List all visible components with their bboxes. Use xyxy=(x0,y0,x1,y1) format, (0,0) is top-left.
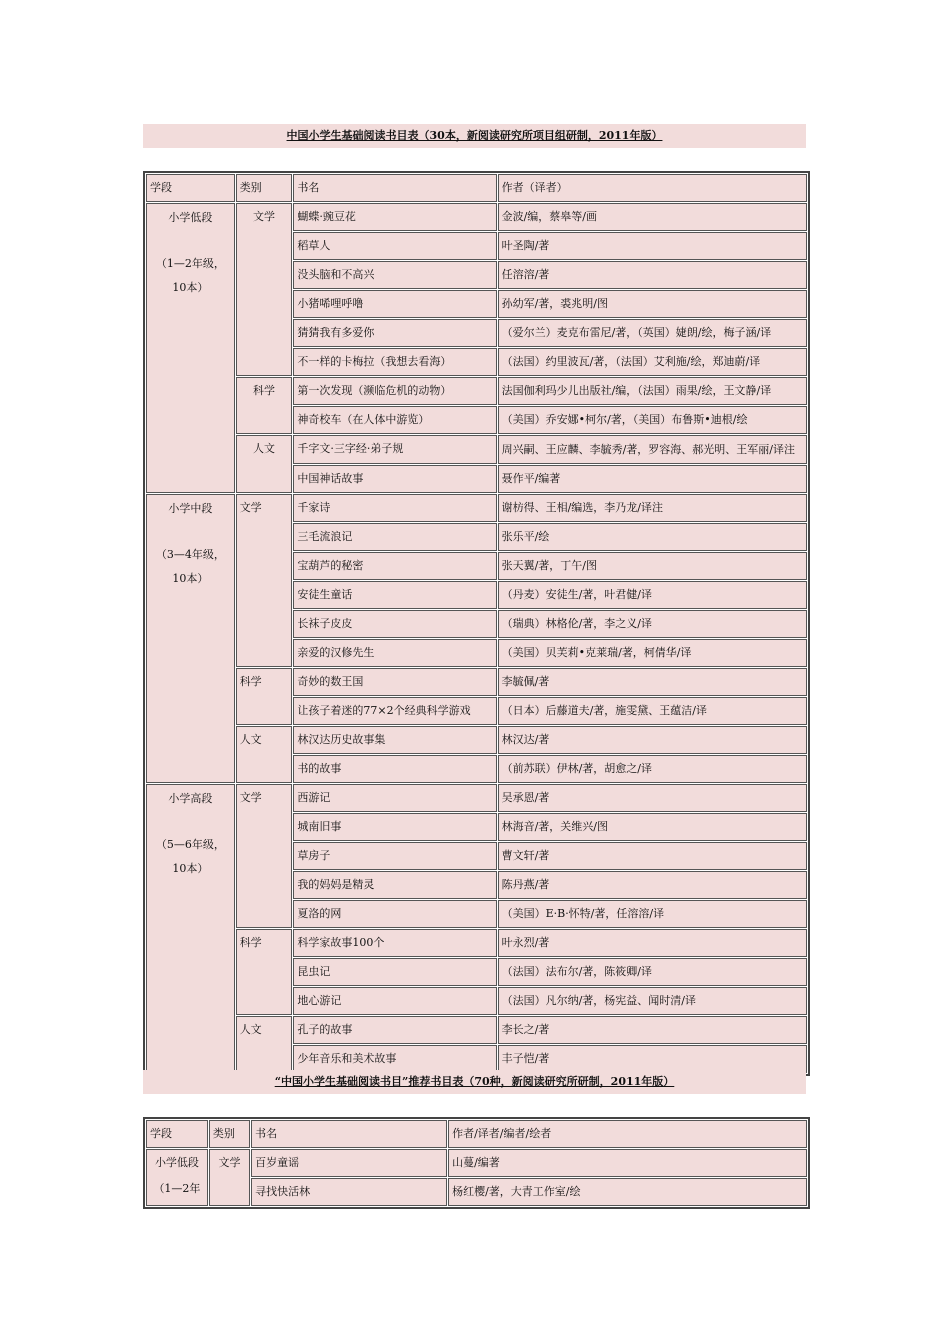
book-title: 百岁童谣 xyxy=(251,1149,447,1177)
book-title: 稻草人 xyxy=(293,232,496,260)
stage-cell xyxy=(146,494,235,783)
category-cell: 人文 xyxy=(236,435,293,493)
book-author: 张天翼/著，丁午/图 xyxy=(498,552,807,580)
book-author: （法国）法布尔/著，陈筱卿/译 xyxy=(498,958,807,986)
stage-cell xyxy=(146,1149,208,1206)
book-author: （法国）约里波瓦/著，（法国）艾利施/绘，郑迪蔚/译 xyxy=(498,348,807,376)
book-author: 曹文轩/著 xyxy=(498,842,807,870)
book-author: （法国）凡尔纳/著，杨宪益、闻时清/译 xyxy=(498,987,807,1015)
table-header-row xyxy=(146,174,807,202)
table-row xyxy=(146,668,807,696)
table-row xyxy=(146,1149,807,1177)
book-author: 任溶溶/著 xyxy=(498,261,807,289)
table-row xyxy=(146,203,807,231)
book-title: 昆虫记 xyxy=(293,958,496,986)
stage-name: 小学低段 xyxy=(154,1156,199,1169)
stage-cell xyxy=(146,784,235,1073)
book-author: 周兴嗣、王应麟、李毓秀/著，罗容海、郝光明、王军丽/译注 xyxy=(498,435,807,464)
book-title: 中国神话故事 xyxy=(293,465,496,493)
table-row xyxy=(146,1016,807,1044)
book-author: （瑞典）林格伦/著，李之义/译 xyxy=(498,610,807,638)
table-row xyxy=(146,784,807,812)
header-stage: 学段 xyxy=(146,1120,208,1148)
book-title: 没头脑和不高兴 xyxy=(293,261,496,289)
header-author: 作者（译者） xyxy=(498,174,807,202)
stage-sub: （1—2年级，10本） xyxy=(155,257,225,294)
stage-sub: （3—4年级，10本） xyxy=(155,548,225,585)
book-title: 孔子的故事 xyxy=(293,1016,496,1044)
book-title: 千家诗 xyxy=(293,494,496,522)
book-author: 林汉达/著 xyxy=(498,726,807,754)
table-row xyxy=(146,726,807,754)
book-title: 草房子 xyxy=(293,842,496,870)
book-author: 法国伽利玛少儿出版社/编，（法国）雨果/绘，王文静/译 xyxy=(498,377,807,405)
header-title: 书名 xyxy=(293,174,496,202)
header-category: 类别 xyxy=(236,174,293,202)
book-title: 少年音乐和美术故事 xyxy=(293,1045,496,1073)
stage-cell xyxy=(146,203,235,493)
table-row xyxy=(146,435,807,464)
book-author: 张乐平/绘 xyxy=(498,523,807,551)
book-author: 李毓佩/著 xyxy=(498,668,807,696)
book-title: 蝴蝶·豌豆花 xyxy=(293,203,496,231)
book-title: 科学家故事100个 xyxy=(293,929,496,957)
book-title: 城南旧事 xyxy=(293,813,496,841)
book-author: （日本）后藤道夫/著，施雯黛、王蕴洁/译 xyxy=(498,697,807,725)
stage-sub: （5—6年级，10本） xyxy=(155,838,225,875)
book-title: 林汉达历史故事集 xyxy=(293,726,496,754)
book-author: 谢枋得、王相/编选，李乃龙/译注 xyxy=(498,494,807,522)
book-title: 神奇校车（在人体中游览） xyxy=(293,406,496,434)
book-title: 不一样的卡梅拉（我想去看海） xyxy=(293,348,496,376)
book-author: （前苏联）伊林/著，胡愈之/译 xyxy=(498,755,807,783)
category-cell: 人文 xyxy=(236,1016,293,1073)
category-cell: 文学 xyxy=(236,203,293,376)
category-cell: 文学 xyxy=(236,494,293,667)
reading-list-table-30 xyxy=(143,171,810,1076)
stage-sub: （1—2年 xyxy=(153,1182,201,1195)
category-cell: 文学 xyxy=(236,784,293,928)
book-title: 小猪唏哩呼噜 xyxy=(293,290,496,318)
table-row xyxy=(146,377,807,405)
book-title: 猜猜我有多爱你 xyxy=(293,319,496,347)
book-title: 地心游记 xyxy=(293,987,496,1015)
book-author: （美国）E·B·怀特/著，任溶溶/译 xyxy=(498,900,807,928)
table1-title-text: 中国小学生基础阅读书目表（30本，新阅读研究所项目组研制，2011年版） xyxy=(286,129,663,142)
reading-list-table-70 xyxy=(143,1117,810,1209)
header-stage: 学段 xyxy=(146,174,235,202)
book-author: 陈丹燕/著 xyxy=(498,871,807,899)
header-title: 书名 xyxy=(251,1120,447,1148)
category-cell: 人文 xyxy=(236,726,293,783)
book-title: 安徒生童话 xyxy=(293,581,496,609)
book-title: 千字文·三字经·弟子规 xyxy=(293,435,496,464)
table2-title xyxy=(143,1070,806,1094)
book-title: 宝葫芦的秘密 xyxy=(293,552,496,580)
book-author: 山蔓/编著 xyxy=(448,1149,807,1177)
book-author: 杨红樱/著，大青工作室/绘 xyxy=(448,1178,807,1206)
category-cell: 文学 xyxy=(209,1149,250,1206)
book-title: 奇妙的数王国 xyxy=(293,668,496,696)
header-author: 作者/译者/编者/绘者 xyxy=(448,1120,807,1148)
book-author: 孙幼军/著，裘兆明/图 xyxy=(498,290,807,318)
book-title: 西游记 xyxy=(293,784,496,812)
book-author: （美国）贝芙莉•克莱瑞/著，柯倩华/译 xyxy=(498,639,807,667)
table-row xyxy=(146,929,807,957)
book-author: （爱尔兰）麦克布雷尼/著，（英国）婕朗/绘，梅子涵/译 xyxy=(498,319,807,347)
book-title: 长袜子皮皮 xyxy=(293,610,496,638)
book-author: 金波/编，蔡皋等/画 xyxy=(498,203,807,231)
stage-name: 小学中段 xyxy=(168,502,213,515)
stage-name: 小学高段 xyxy=(168,792,213,805)
table2-title-text: “中国小学生基础阅读书目”推荐书目表（70种，新阅读研究所研制，2011年版） xyxy=(274,1075,675,1088)
book-title: 让孩子着迷的77×2个经典科学游戏 xyxy=(293,697,496,725)
book-title: 我的妈妈是精灵 xyxy=(293,871,496,899)
book-author: 吴承恩/著 xyxy=(498,784,807,812)
book-title: 夏洛的网 xyxy=(293,900,496,928)
category-cell: 科学 xyxy=(236,929,293,1015)
stage-name: 小学低段 xyxy=(168,211,213,224)
book-title: 亲爱的汉修先生 xyxy=(293,639,496,667)
book-author: （丹麦）安徒生/著，叶君健/译 xyxy=(498,581,807,609)
book-title: 书的故事 xyxy=(293,755,496,783)
book-author: 李长之/著 xyxy=(498,1016,807,1044)
table1-title xyxy=(143,124,806,148)
book-author: 林海音/著，关维兴/图 xyxy=(498,813,807,841)
book-author: 叶圣陶/著 xyxy=(498,232,807,260)
header-category: 类别 xyxy=(209,1120,250,1148)
book-author: 丰子恺/著 xyxy=(498,1045,807,1073)
book-title: 寻找快活林 xyxy=(251,1178,447,1206)
category-cell: 科学 xyxy=(236,668,293,725)
book-title: 第一次发现（濒临危机的动物） xyxy=(293,377,496,405)
book-author: 叶永烈/著 xyxy=(498,929,807,957)
book-author: 聂作平/编著 xyxy=(498,465,807,493)
table-row xyxy=(146,494,807,522)
category-cell: 科学 xyxy=(236,377,293,434)
book-author: （美国）乔安娜•柯尔/著，（美国）布鲁斯•迪根/绘 xyxy=(498,406,807,434)
book-title: 三毛流浪记 xyxy=(293,523,496,551)
table-header-row xyxy=(146,1120,807,1148)
